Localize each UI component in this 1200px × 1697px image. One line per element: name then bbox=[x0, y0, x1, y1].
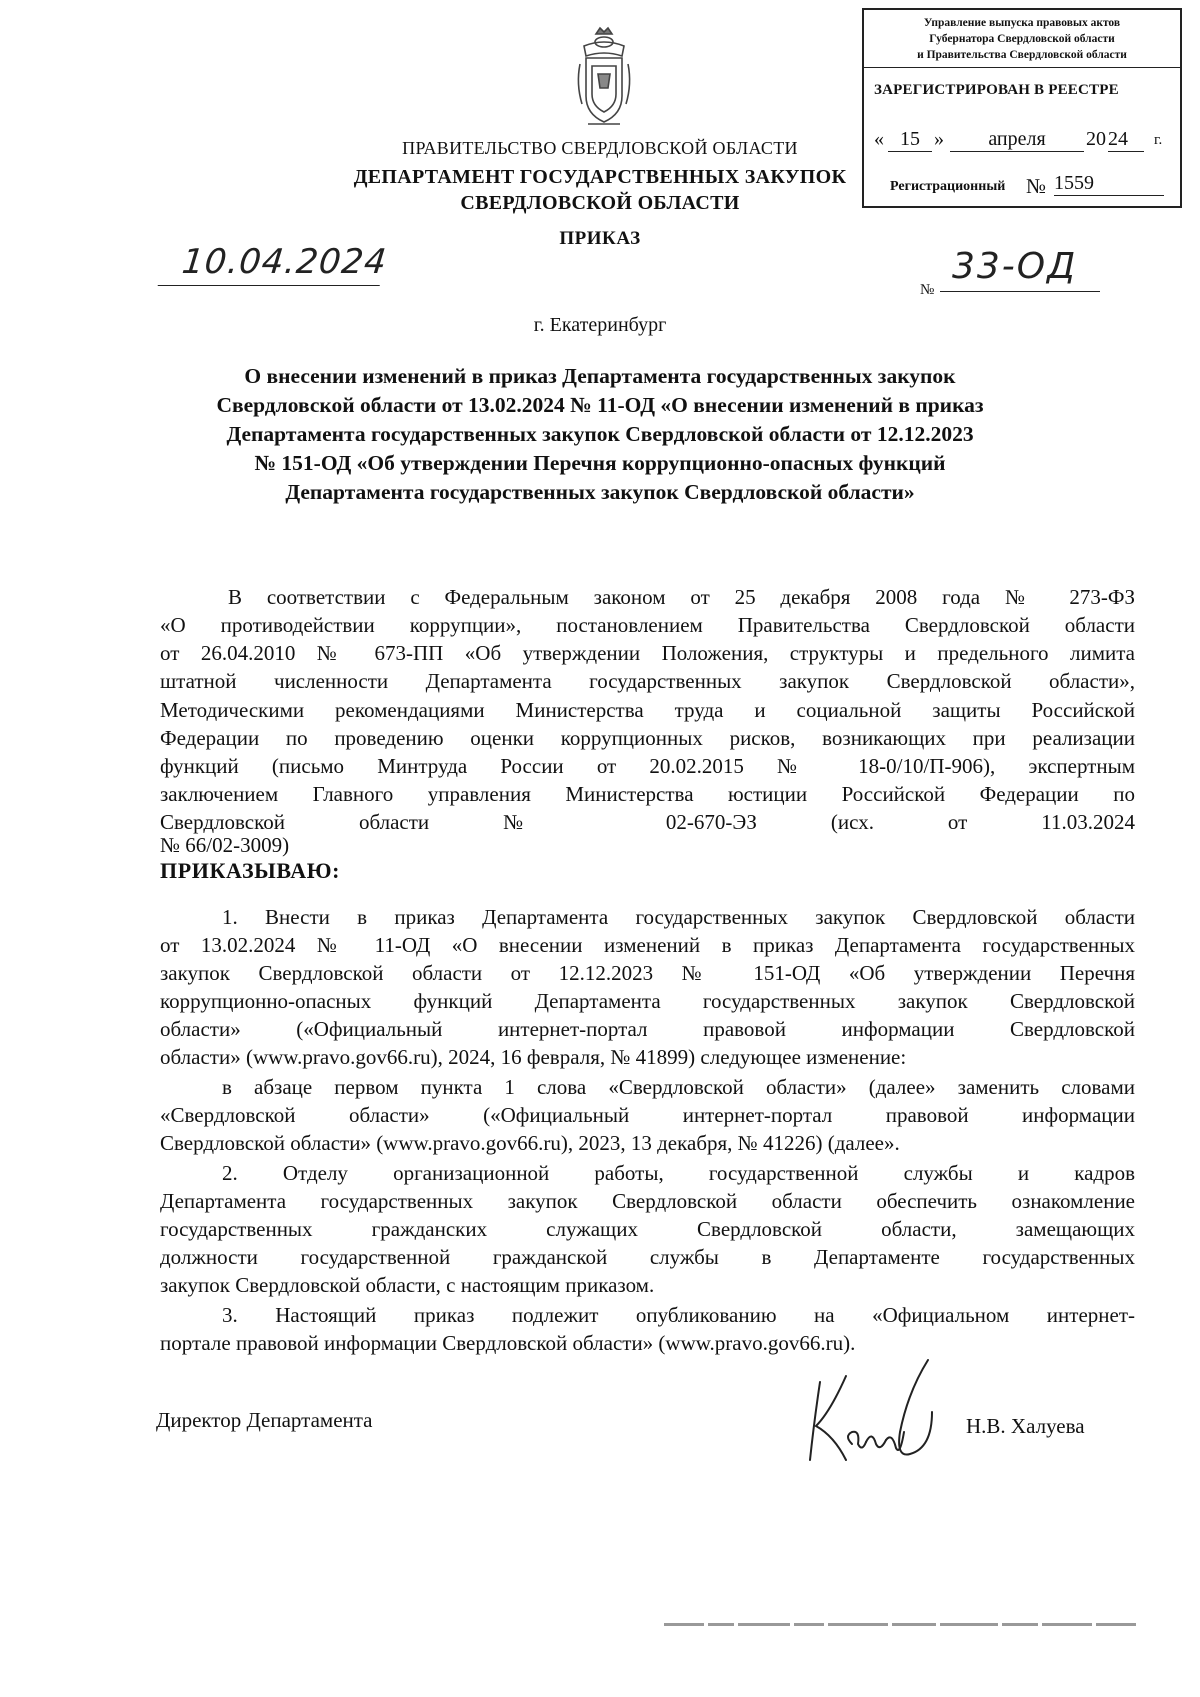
stamp-date-year-prefix: 20 bbox=[1086, 128, 1106, 150]
preamble-line: № 66/02-3009) bbox=[160, 833, 290, 857]
stamp-date-day: 15 bbox=[888, 128, 932, 152]
stamp-header bbox=[864, 10, 1180, 68]
item3-line: 3. Настоящий приказ подлежит опубликованию на «Официальном интернет- bbox=[222, 1303, 1135, 1327]
item2-line: Департамента государственных закупок Свердловской области обеспечить ознакомление bbox=[160, 1189, 1135, 1213]
preamble-line: функций (письмо Минтруда России от 20.02.2015 № 18-0/10/П-906), экспертным bbox=[160, 754, 1135, 778]
department-name-line2: СВЕРДЛОВСКОЙ ОБЛАСТИ bbox=[460, 192, 740, 214]
preamble-line: Методическими рекомендациями Министерства труда и социальной защиты Российской bbox=[160, 698, 1135, 722]
item1-line: от 13.02.2024 № 11-ОД «О внесении изменений в приказ Департамента государственных bbox=[160, 933, 1135, 957]
signer-name: Н.В. Халуева bbox=[966, 1414, 1085, 1438]
title-line: Департамента государственных закупок Свердловской области от 12.12.2023 bbox=[226, 422, 974, 446]
preamble-line: от 26.04.2010 № 673-ПП «Об утверждении Положения, структуры и предельного лимита bbox=[160, 641, 1135, 665]
document-type: ПРИКАЗ bbox=[559, 228, 641, 249]
item1-line: области» (www.pravo.gov66.ru), 2024, 16 февраля, № 41899) следующее изменение: bbox=[160, 1045, 907, 1069]
coat-of-arms-icon bbox=[574, 24, 634, 130]
preamble-line: «О противодействии коррупции», постановлением Правительства Свердловской области bbox=[160, 613, 1135, 637]
item1-sub-line: Свердловской области» (www.pravo.gov66.ru), 2023, 13 декабря, № 41226) (далее». bbox=[160, 1131, 900, 1155]
city-name: г. Екатеринбург bbox=[533, 314, 667, 336]
stamp-header-line: Управление выпуска правовых актов bbox=[923, 17, 1121, 29]
order-title bbox=[150, 362, 1050, 507]
stamp-date-year-suffix: 24 bbox=[1108, 128, 1144, 152]
item1-line: 1. Внести в приказ Департамента государственных закупок Свердловской области bbox=[222, 905, 1135, 929]
preamble-line: штатной численности Департамента государственных закупок Свердловской области», bbox=[160, 669, 1135, 693]
print-footer-noise bbox=[664, 1620, 1144, 1632]
stamp-reg-number: 1559 bbox=[1054, 172, 1164, 196]
title-line: Свердловской области от 13.02.2024 № 11-ОД «О внесении изменений в приказ bbox=[216, 393, 984, 417]
signer-title: Директор Департамента bbox=[156, 1408, 373, 1432]
item2-line: должности государственной гражданской службы в Департаменте государственных bbox=[160, 1245, 1135, 1269]
title-line: Департамента государственных закупок Свердловской области» bbox=[285, 480, 915, 504]
department-name-line1: ДЕПАРТАМЕНТ ГОСУДАРСТВЕННЫХ ЗАКУПОК bbox=[353, 166, 847, 188]
title-line: № 151-ОД «Об утверждении Перечня коррупционно-опасных функций bbox=[254, 451, 946, 475]
order-command: ПРИКАЗЫВАЮ: bbox=[160, 858, 341, 883]
item1-sub-line: «Свердловской области» («Официальный интернет-портал правовой информации bbox=[160, 1103, 1135, 1127]
number-sign: № bbox=[920, 282, 935, 298]
preamble-line: Свердловской области № 02-670-ЭЗ (исх. от 11.03.2024 bbox=[160, 810, 1135, 834]
stamp-header-line: Губернатора Свердловской области bbox=[929, 33, 1115, 45]
handwritten-date: 10.04.2024 bbox=[158, 242, 385, 286]
government-name: ПРАВИТЕЛЬСТВО СВЕРДЛОВСКОЙ ОБЛАСТИ bbox=[402, 138, 798, 158]
preamble-line: заключением Главного управления Министерства юстиции Российской Федерации по bbox=[160, 782, 1135, 806]
item2-line: государственных гражданских служащих Свердловской области, замещающих bbox=[160, 1217, 1135, 1241]
stamp-year-letter: г. bbox=[1154, 132, 1163, 148]
item2-line: 2. Отделу организационной работы, государственной службы и кадров bbox=[222, 1161, 1135, 1185]
handwritten-number: 33-ОД bbox=[940, 244, 1100, 292]
stamp-registered-label: ЗАРЕГИСТРИРОВАН В РЕЕСТРЕ bbox=[874, 82, 1119, 98]
item1-line: коррупционно-опасных функций Департамента государственных закупок Свердловской bbox=[160, 989, 1135, 1013]
item1-line: области» («Официальный интернет-портал правовой информации Свердловской bbox=[160, 1017, 1135, 1041]
item1-sub-line: в абзаце первом пункта 1 слова «Свердловской области» (далее» заменить словами bbox=[222, 1075, 1135, 1099]
signature-image bbox=[800, 1352, 960, 1472]
item1-line: закупок Свердловской области от 12.12.2023 № 151-ОД «Об утверждении Перечня bbox=[160, 961, 1135, 985]
item3-line: портале правовой информации Свердловской области» (www.pravo.gov66.ru). bbox=[160, 1331, 856, 1355]
stamp-header-line: и Правительства Свердловской области bbox=[917, 49, 1127, 61]
stamp-reg-label: Регистрационный bbox=[890, 179, 1006, 194]
preamble-line: Федерации по проведению оценки коррупционных рисков, возникающих при реализации bbox=[160, 726, 1135, 750]
stamp-date-month: апреля bbox=[950, 128, 1084, 152]
preamble-line: В соответствии с Федеральным законом от 25 декабря 2008 года № 273-ФЗ bbox=[228, 585, 1135, 609]
stamp-date: « 15 » апреля 20 24 г. bbox=[874, 128, 1163, 150]
title-line: О внесении изменений в приказ Департамента государственных закупок bbox=[244, 364, 956, 388]
stamp-reg-no-sign: № bbox=[1026, 174, 1047, 198]
item2-line: закупок Свердловской области, с настоящим приказом. bbox=[160, 1273, 655, 1297]
